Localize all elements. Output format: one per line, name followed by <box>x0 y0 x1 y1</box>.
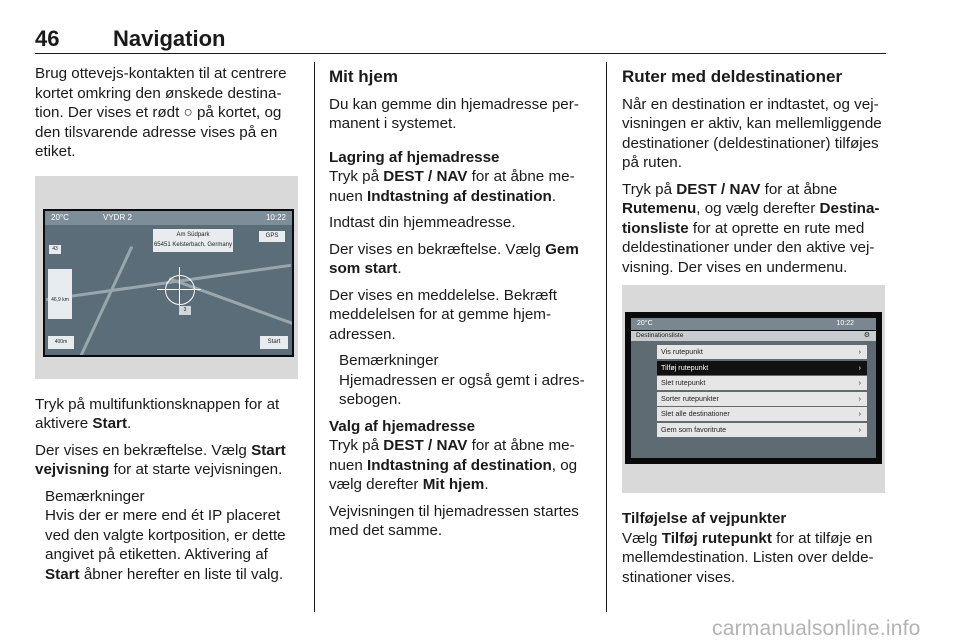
status-label: VYDR 2 <box>103 212 132 222</box>
paragraph: Tryk på DEST / NAV for at åbne menuen Indtastning af destination. <box>329 168 575 205</box>
section-heading: Ruter med deldestinationer <box>622 67 843 86</box>
note-heading: Bemærkninger <box>339 352 439 369</box>
column-2 <box>329 64 594 548</box>
paragraph: Der vises en meddelelse. Bekræft meddelelsen for at gemme hjemadressen. <box>329 286 557 343</box>
map-screen <box>43 209 294 357</box>
menu-item[interactable] <box>657 376 867 390</box>
display-screen <box>625 312 882 464</box>
chevron-right-icon: › <box>858 424 861 434</box>
menu-item-label: Slet rutepunkt <box>661 378 706 387</box>
paragraph: Der vises en bekræftelse. Vælg Gem som start. <box>329 240 579 277</box>
subheading: Valg af hjemadresse <box>329 417 476 435</box>
menu-item[interactable] <box>657 423 867 437</box>
screen-title: Destinationsliste <box>636 332 684 339</box>
column-1 <box>35 64 300 591</box>
chevron-right-icon: › <box>858 347 861 356</box>
menu-item-label: Sorter rutepunkter <box>661 393 719 403</box>
distance: 46,9 km <box>51 296 69 303</box>
chevron-right-icon: › <box>858 409 861 418</box>
destination-list-figure <box>622 285 885 493</box>
paragraph: Når en destination er indtastet, og vejvisningen er aktiv, kan mellemliggende destinationer (deldestinationer) tilføjes på ruten. <box>622 95 882 171</box>
note-heading: Bemærkninger <box>45 487 145 505</box>
subheading: Tilføjelse af vejpunkter <box>622 510 787 527</box>
chevron-right-icon: › <box>858 378 861 387</box>
status-bar <box>631 318 876 330</box>
note <box>45 487 300 585</box>
paragraph: Indtast din hjemmeadresse. <box>329 214 516 231</box>
clock: 10:22 <box>265 212 286 222</box>
note <box>339 351 594 410</box>
map-status-bar <box>45 211 292 225</box>
route-badge: 43 <box>49 245 61 254</box>
settings-icon: ⚙ <box>863 332 870 339</box>
start-button[interactable]: Start <box>260 336 288 349</box>
paragraph: Du kan gemme din hjemadresse permanent i systemet. <box>329 95 579 132</box>
watermark: carmanualsonline.info <box>712 617 921 640</box>
menu-item-label: Tilføj rutepunkt <box>661 362 709 372</box>
menu-item-label: Vis rutepunkt <box>661 347 703 356</box>
clock: 10:22 <box>836 320 854 327</box>
address-label: Am Südpark 65451 Kelsterbach, Germany <box>153 229 233 252</box>
route-badge: 3 <box>179 306 191 315</box>
chevron-right-icon: › <box>858 393 861 403</box>
subheading: Lagring af hjemadresse <box>329 148 500 166</box>
column-divider-2 <box>606 62 607 612</box>
screen-title-bar <box>631 331 876 341</box>
crosshair-v <box>179 267 180 311</box>
crosshair-icon <box>165 275 195 305</box>
temperature: 20°C <box>637 320 653 327</box>
note-text: Hvis der er mere end ét IP placeret ved den valgte kortposition, er dette angivet på etiketten. Aktivering af Start åbner herefter en liste til valg. <box>45 507 286 583</box>
paragraph: Tryk på multifunktionsknappen for at aktivere Start. <box>35 395 280 432</box>
page-title: Navigation <box>113 26 226 51</box>
map-figure <box>35 176 298 379</box>
page-number: 46 <box>35 26 60 51</box>
menu-item[interactable] <box>657 392 867 406</box>
menu-item-label: Slet alle destinationer <box>661 409 730 418</box>
menu-item-label: Gem som favoritrute <box>661 424 727 434</box>
header-rule <box>35 53 886 54</box>
distance-panel <box>48 269 72 319</box>
column-divider-1 <box>314 62 315 612</box>
map-road <box>80 245 133 355</box>
screen-body <box>631 341 876 458</box>
paragraph: Tryk på DEST / NAV for at åbne Rutemenu, og vælg derefter Destinationsliste for at oprette en rute med deldestinationer under den aktive vejvisning. Der vises en undermenu. <box>622 180 880 276</box>
scale-indicator: 400m <box>48 336 74 349</box>
column-3 <box>622 64 887 594</box>
paragraph: Vælg Tilføj rutepunkt for at tilføje en mellemdestination. Listen over deldestinationer vises. <box>622 529 874 586</box>
gps-button[interactable]: GPS <box>259 231 285 242</box>
paragraph: Vejvisningen til hjemadressen startes med det samme. <box>329 502 579 539</box>
note-text: Hjemadressen er også gemt i adressebogen. <box>339 371 585 408</box>
section-heading: Mit hjem <box>329 67 398 86</box>
menu-item[interactable] <box>657 345 867 359</box>
menu-item[interactable] <box>657 361 867 375</box>
temperature: 20°C <box>51 212 69 222</box>
chevron-right-icon: › <box>858 362 861 372</box>
paragraph: Tryk på DEST / NAV for at åbne menuen Indtastning af destination, og vælg derefter Mit hjem. <box>329 437 578 493</box>
paragraph: Brug ottevejs-kontakten til at centrere kortet omkring den ønskede destination. Der vises et rødt ○ på kortet, og den tilsvarende adresse vises på en etiket. <box>35 65 287 160</box>
menu-item[interactable] <box>657 407 867 421</box>
destination-menu <box>657 345 867 438</box>
paragraph: Der vises en bekræftelse. Vælg Start vejvisning for at starte vejvisningen. <box>35 441 286 478</box>
